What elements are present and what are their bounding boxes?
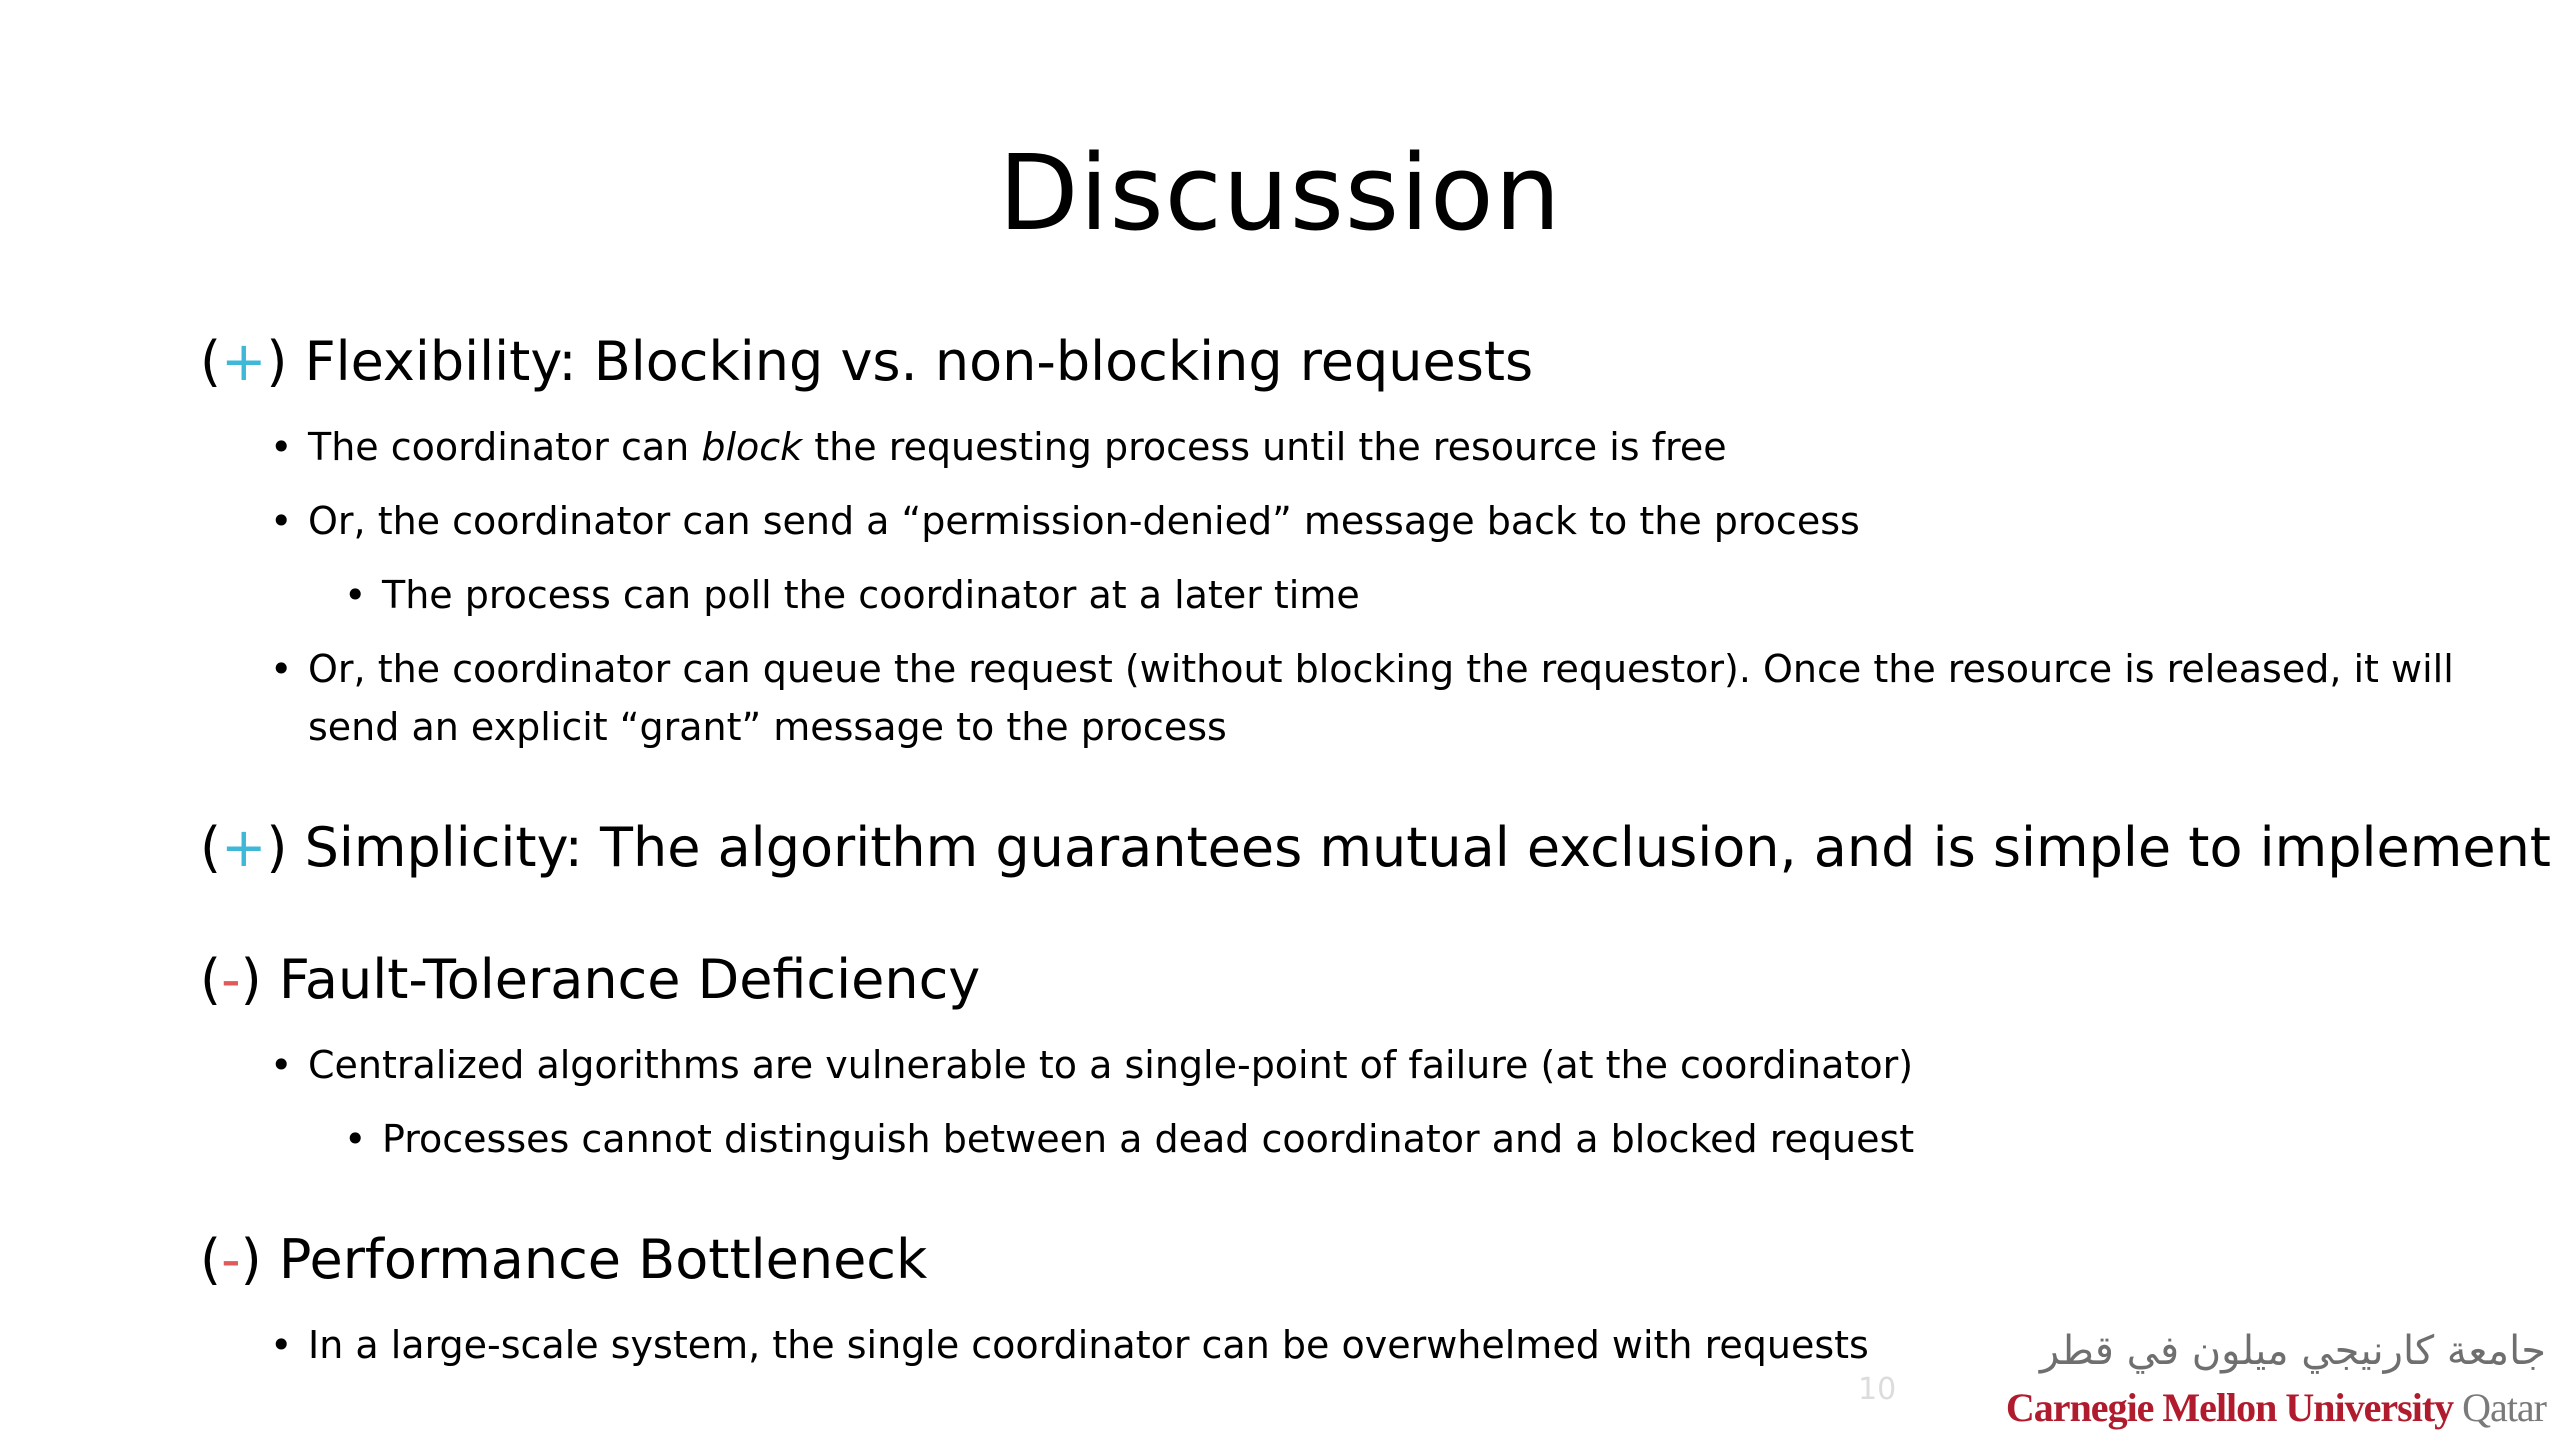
logo-english-text xyxy=(2006,1384,2546,1431)
bullet-dot: • xyxy=(270,1043,293,1087)
logo-arabic-text: جامعة كارنيجي ميلون في قطر xyxy=(2039,1328,2546,1374)
section-performance-heading xyxy=(200,1220,2460,1300)
cmu-qatar-logo xyxy=(2005,1328,2560,1440)
bullet-text: Or, the coordinator can send a “permission-denied” message back to the process xyxy=(308,499,1860,543)
paren-close: ) xyxy=(240,948,262,1011)
paren-close: ) xyxy=(240,1228,262,1291)
bullet-text: the requesting process until the resource is free xyxy=(802,425,1727,469)
heading-text: Fault-Tolerance Deficiency xyxy=(278,948,981,1011)
heading-text: Flexibility: Blocking vs. non-blocking requests xyxy=(304,330,1534,393)
logo-cmu-text: Carnegie Mellon University xyxy=(2005,1385,2454,1430)
bullet-text: Or, the coordinator can queue the request (without blocking the requestor). Once the resource is released, it will send an explicit “grant” message to the process xyxy=(308,647,2454,749)
bullet-dot: • xyxy=(270,499,293,543)
bullet-dot: • xyxy=(270,425,293,469)
bullet-text: Centralized algorithms are vulnerable to a single-point of failure (at the coordinator) xyxy=(308,1043,1914,1087)
paren-open: ( xyxy=(200,330,222,393)
bullet-queue-request xyxy=(200,640,2460,756)
bullet-dot: • xyxy=(270,1323,293,1367)
paren-close: ) xyxy=(266,816,288,879)
bullet-text: The process can poll the coordinator at a later time xyxy=(382,573,1360,617)
slide-title: Discussion xyxy=(998,132,1562,254)
bullet-text: Processes cannot distinguish between a dead coordinator and a blocked request xyxy=(382,1117,1915,1161)
paren-open: ( xyxy=(200,816,222,879)
heading-text: Performance Bottleneck xyxy=(278,1228,928,1291)
heading-text: Simplicity: The algorithm guarantees mutual exclusion, and is simple to implement xyxy=(304,816,2551,879)
section-flexibility-heading xyxy=(200,322,2460,402)
page-number: 10 xyxy=(1858,1372,1897,1407)
plus-sign: + xyxy=(221,330,267,393)
bullet-dot: • xyxy=(344,1117,367,1161)
bullet-permission-denied xyxy=(200,492,2460,550)
subbullet-dead-coordinator xyxy=(200,1110,2460,1168)
minus-sign: - xyxy=(221,948,241,1011)
subbullet-poll-coordinator xyxy=(200,566,2460,624)
section-fault-tolerance-heading xyxy=(200,940,2460,1020)
bullet-dot: • xyxy=(270,647,293,691)
minus-sign: - xyxy=(221,1228,241,1291)
bullet-text: In a large-scale system, the single coordinator can be overwhelmed with requests xyxy=(308,1323,1869,1367)
paren-close: ) xyxy=(266,330,288,393)
section-simplicity-heading xyxy=(200,808,2551,888)
plus-sign: + xyxy=(221,816,267,879)
logo-qatar-text: Qatar xyxy=(2462,1385,2546,1430)
slide-content xyxy=(200,322,2551,1374)
emphasis-block: block xyxy=(701,425,803,469)
bullet-dot: • xyxy=(344,573,367,617)
bullet-text: The coordinator can xyxy=(308,425,702,469)
bullet-single-point-failure xyxy=(200,1036,2460,1094)
bullet-block-request xyxy=(200,418,2460,476)
paren-open: ( xyxy=(200,1228,222,1291)
paren-open: ( xyxy=(200,948,222,1011)
